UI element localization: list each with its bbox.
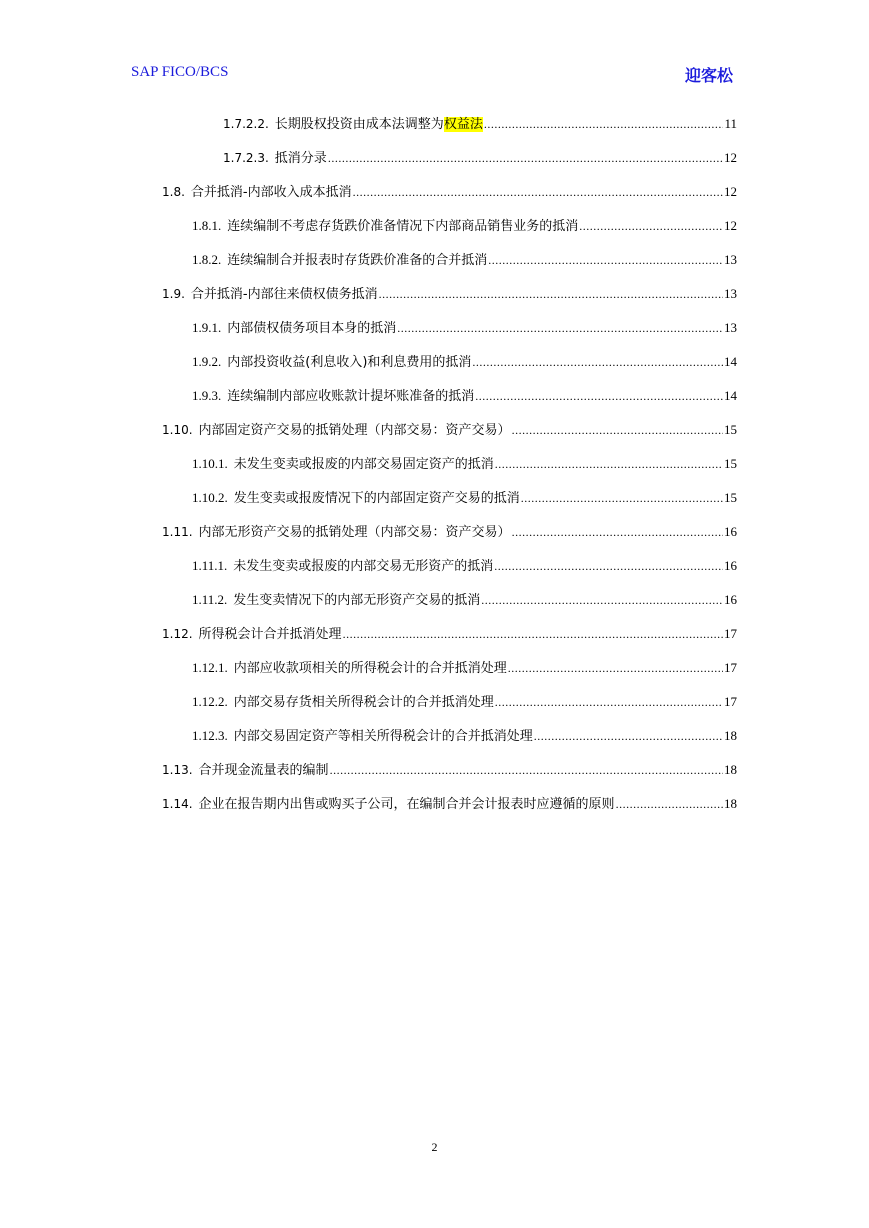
toc-entry-1-8-1[interactable]: [192, 215, 737, 235]
toc-title: 内部应收款项相关的所得税会计的合并抵消处理: [233, 661, 507, 676]
toc-page-number: 16: [724, 592, 737, 607]
dot-leader: [472, 355, 723, 370]
toc-number: 1.11.2.: [192, 592, 228, 607]
dot-leader: [512, 423, 723, 438]
dot-leader: [484, 117, 724, 132]
highlighted-text: 权益法: [443, 117, 483, 132]
toc-number: 1.9.: [162, 287, 185, 301]
header-right-title: 迎客松: [684, 66, 733, 85]
dot-leader: [397, 321, 723, 336]
toc-number: 1.13.: [162, 763, 193, 777]
toc-number: 1.7.2.3.: [223, 151, 269, 165]
toc-page-number: 15: [724, 422, 737, 437]
toc-entry-1-7-2-2[interactable]: [223, 113, 737, 133]
toc-entry-1-8-2[interactable]: [192, 249, 737, 269]
toc-number: 1.8.: [162, 185, 185, 199]
toc-page-number: 12: [724, 150, 737, 165]
toc-page-number: 13: [724, 252, 737, 267]
dot-leader: [481, 593, 723, 608]
toc-title: 连续编制合并报表时存货跌价准备的合并抵消: [227, 253, 488, 268]
toc-title: 抵消分录: [274, 151, 327, 166]
toc-number: 1.10.1.: [192, 456, 228, 471]
toc-page-number: 18: [724, 728, 737, 743]
toc-page-number: 15: [724, 456, 737, 471]
toc-entry-1-9[interactable]: [162, 283, 737, 303]
toc-page-number: 14: [724, 354, 737, 369]
toc-title: 内部固定资产交易的抵销处理（内部交易：资产交易）: [198, 423, 511, 438]
footer-page-number: 2: [431, 1140, 438, 1154]
dot-leader: [343, 627, 723, 642]
toc-number: 1.12.: [162, 627, 193, 641]
toc-number: 1.8.1.: [192, 218, 222, 233]
toc-title: 内部债权债务项目本身的抵消: [227, 321, 397, 336]
toc-title: 未发生变卖或报废的内部交易无形资产的抵消: [233, 559, 494, 574]
toc-page-number: 16: [724, 524, 737, 539]
toc-page-number: 17: [724, 694, 737, 709]
toc-number: 1.11.1.: [192, 558, 228, 573]
toc-entry-1-10-2[interactable]: [192, 487, 737, 507]
toc-title: 内部交易固定资产等相关所得税会计的合并抵消处理: [233, 729, 533, 744]
toc-number: 1.10.2.: [192, 490, 228, 505]
toc-page-number: 12: [724, 218, 737, 233]
dot-leader: [494, 559, 723, 574]
toc-title: 内部无形资产交易的抵销处理（内部交易：资产交易）: [198, 525, 511, 540]
toc-number: 1.9.2.: [192, 354, 222, 369]
toc-entry-1-9-3[interactable]: [192, 385, 737, 405]
toc-number: 1.8.2.: [192, 252, 222, 267]
dot-leader: [353, 185, 723, 200]
toc-title: 合并现金流量表的编制: [198, 763, 329, 778]
toc-page-number: 11: [724, 116, 737, 131]
dot-leader: [328, 151, 723, 166]
toc-title: 发生变卖或报废情况下的内部固定资产交易的抵消: [233, 491, 520, 506]
dot-leader: [512, 525, 723, 540]
toc-title: 企业在报告期内出售或购买子公司，在编制合并会计报表时应遵循的原则: [198, 797, 615, 812]
toc-title: 连续编制不考虑存货跌价准备情况下内部商品销售业务的抵消: [227, 219, 579, 234]
toc-page-number: 17: [724, 660, 737, 675]
toc-title: 连续编制内部应收账款计提坏账准备的抵消: [227, 389, 475, 404]
dot-leader: [508, 661, 723, 676]
toc-entry-1-12-1[interactable]: [192, 657, 737, 677]
toc-page-number: 17: [724, 626, 737, 641]
toc-page-number: 16: [724, 558, 737, 573]
toc-entry-1-14[interactable]: [162, 793, 737, 813]
toc-entry-1-12-3[interactable]: [192, 725, 737, 745]
dot-leader: [579, 219, 723, 234]
dot-leader: [534, 729, 723, 744]
toc-title: 内部投资收益(利息收入)和利息费用的抵消: [227, 355, 472, 370]
toc-page-number: 14: [724, 388, 737, 403]
toc-number: 1.12.1.: [192, 660, 228, 675]
dot-leader: [495, 457, 723, 472]
toc-number: 1.12.2.: [192, 694, 228, 709]
toc-title: 合并抵消-内部收入成本抵消: [190, 185, 352, 200]
toc-number: 1.7.2.2.: [223, 117, 269, 131]
dot-leader: [330, 763, 723, 778]
toc-page-number: 13: [724, 286, 737, 301]
toc-entry-1-12-2[interactable]: [192, 691, 737, 711]
toc-entry-1-10-1[interactable]: [192, 453, 737, 473]
toc-page-number: 18: [724, 796, 737, 811]
toc-entry-1-8[interactable]: [162, 181, 737, 201]
toc-number: 1.12.3.: [192, 728, 228, 743]
dot-leader: [379, 287, 723, 302]
toc-number: 1.10.: [162, 423, 193, 437]
toc-title: 内部交易存货相关所得税会计的合并抵消处理: [233, 695, 494, 710]
toc-entry-1-11-1[interactable]: [192, 555, 737, 575]
dot-leader: [488, 253, 723, 268]
dot-leader: [616, 797, 723, 812]
toc-entry-1-12[interactable]: [162, 623, 737, 643]
toc-number: 1.9.1.: [192, 320, 222, 335]
toc-entry-1-9-1[interactable]: [192, 317, 737, 337]
dot-leader: [495, 695, 723, 710]
toc-number: 1.14.: [162, 797, 193, 811]
toc-entry-1-10[interactable]: [162, 419, 737, 439]
toc-page-number: 12: [724, 184, 737, 199]
toc-page-number: 13: [724, 320, 737, 335]
toc-title: 所得税会计合并抵消处理: [198, 627, 342, 642]
toc-entry-1-7-2-3[interactable]: [223, 147, 737, 167]
toc-title: 未发生变卖或报废的内部交易固定资产的抵消: [233, 457, 494, 472]
toc-title: 发生变卖情况下的内部无形资产交易的抵消: [233, 593, 481, 608]
toc-page-number: 15: [724, 490, 737, 505]
dot-leader: [475, 389, 723, 404]
toc-number: 1.11.: [162, 525, 193, 539]
dot-leader: [521, 491, 723, 506]
toc-entry-1-11[interactable]: [162, 521, 737, 541]
toc-entry-1-9-2[interactable]: [192, 351, 737, 371]
toc-title: 合并抵消-内部往来债权债务抵消: [190, 287, 378, 302]
toc-number: 1.9.3.: [192, 388, 222, 403]
toc-page-number: 18: [724, 762, 737, 777]
toc-entry-1-11-2[interactable]: [192, 589, 737, 609]
toc-entry-1-13[interactable]: [162, 759, 737, 779]
header-left-title: SAP FICO/BCS: [131, 64, 229, 80]
toc-title: 长期股权投资由成本法调整为权益法: [274, 117, 483, 132]
